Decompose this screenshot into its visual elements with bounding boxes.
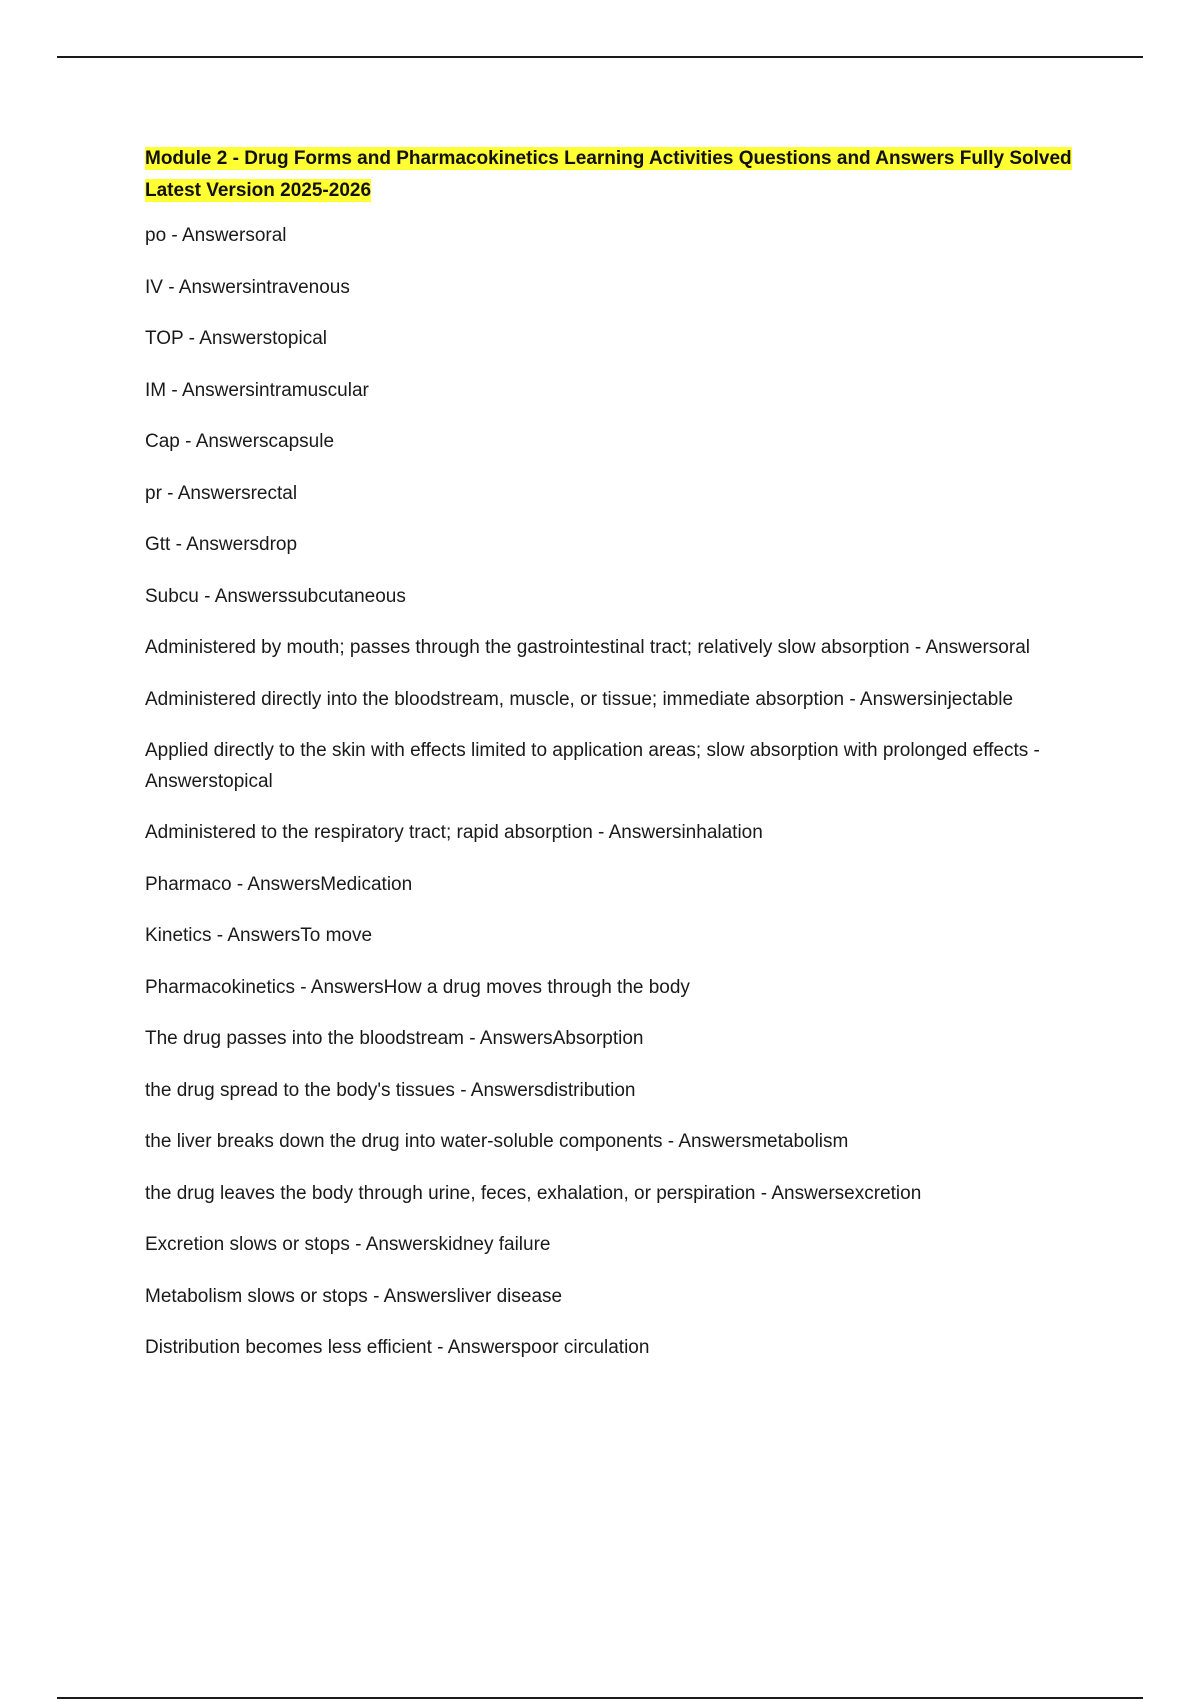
- qa-entry: Administered to the respiratory tract; rapid absorption - Answersinhalation: [145, 822, 763, 843]
- qa-entry: the liver breaks down the drug into water-soluble components - Answersmetabolism: [145, 1131, 849, 1152]
- qa-entry: IM - Answersintramuscular: [145, 379, 369, 401]
- qa-entry: Metabolism slows or stops - Answersliver disease: [145, 1285, 563, 1307]
- qa-entry: Administered by mouth; passes through the gastrointestinal tract; relatively slow absorption - Answersoral: [145, 637, 1030, 658]
- qa-entry: Pharmaco - AnswersMedication: [145, 873, 413, 895]
- qa-entry: Administered directly into the bloodstream, muscle, or tissue; immediate absorption - Answersinjectable: [145, 688, 1014, 710]
- document-body: [145, 143, 1085, 1385]
- qa-entry: the drug spread to the body's tissues - Answersdistribution: [145, 1079, 636, 1101]
- qa-entry: The drug passes into the bloodstream - AnswersAbsorption: [145, 1028, 644, 1049]
- qa-entry: the drug leaves the body through urine, feces, exhalation, or perspiration - Answersexcretion: [145, 1182, 922, 1204]
- top-rule: [57, 56, 1143, 58]
- qa-entry: Gtt - Answersdrop: [145, 534, 298, 555]
- qa-entry: Subcu - Answerssubcutaneous: [145, 585, 406, 607]
- qa-entry: Excretion slows or stops - Answerskidney failure: [145, 1234, 551, 1255]
- qa-entry: pr - Answersrectal: [145, 482, 298, 504]
- qa-entry: Distribution becomes less efficient - Answerspoor circulation: [145, 1337, 650, 1358]
- qa-entry: po - Answersoral: [145, 225, 287, 246]
- qa-entry: Kinetics - AnswersTo move: [145, 925, 373, 946]
- qa-entry: Cap - Answerscapsule: [145, 431, 335, 452]
- qa-entry: Pharmacokinetics - AnswersHow a drug moves through the body: [145, 976, 690, 998]
- qa-entry: IV - Answersintravenous: [145, 276, 350, 298]
- qa-entry: Applied directly to the skin with effects limited to application areas; slow absorption with prolonged effects - Answerstopical: [145, 740, 1040, 792]
- qa-entry: TOP - Answerstopical: [145, 328, 327, 349]
- bottom-rule: [57, 1697, 1143, 1699]
- title-highlight: Module 2 - Drug Forms and Pharmacokinetics Learning Activities Questions and Answers Fully Solved Latest Version 2025-2026: [145, 148, 1072, 201]
- document-title: [145, 143, 1085, 207]
